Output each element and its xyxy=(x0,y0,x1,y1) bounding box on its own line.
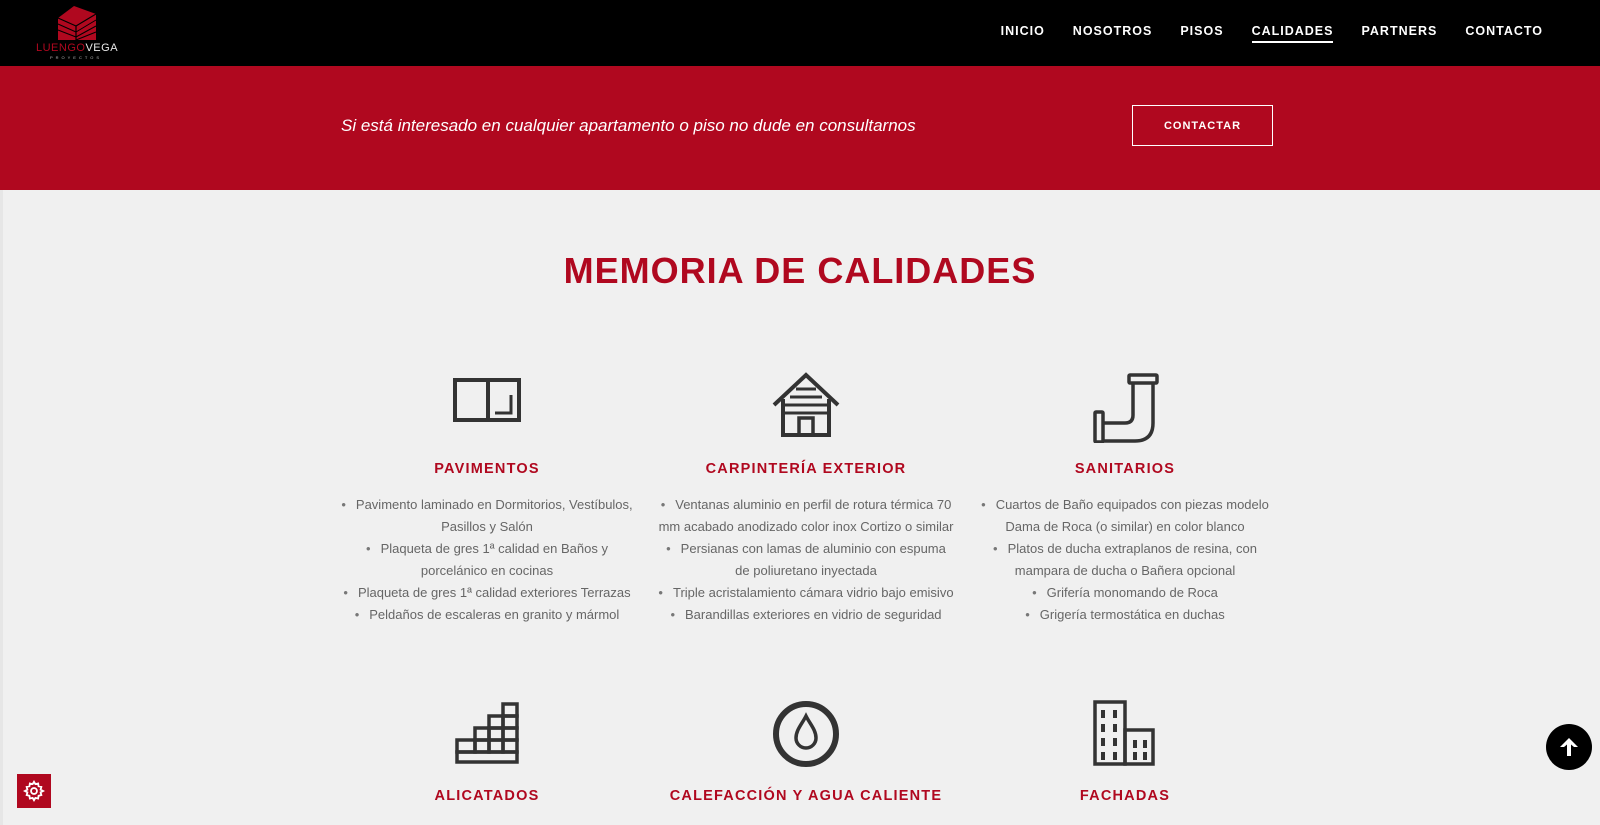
section-title: MEMORIA DE CALIDADES xyxy=(563,250,1037,291)
list-item: • Ventanas aluminio en perfil de rotura térmica 70 xyxy=(656,494,956,516)
feature-list xyxy=(975,494,1275,626)
contactar-button[interactable]: CONTACTAR xyxy=(1132,105,1273,146)
list-item: • Peldaños de escaleras en granito y mármol xyxy=(337,604,637,626)
feature-carpinteria xyxy=(656,371,956,626)
list-item-cont: de poliuretano inyectada xyxy=(735,563,877,578)
feature-title: PAVIMENTOS xyxy=(434,461,540,477)
floor-icon xyxy=(451,371,523,443)
feature-pavimentos xyxy=(337,371,637,626)
nav-calidades[interactable]: CALIDADES xyxy=(1252,24,1334,43)
cookie-settings-button[interactable] xyxy=(17,774,51,808)
logo-text: LUENGOVEGA xyxy=(36,42,119,54)
list-item: • Triple acristalamiento cámara vidrio bajo emisivo xyxy=(656,582,956,604)
list-item-cont: mampara de ducha o Bañera opcional xyxy=(1014,563,1236,578)
nav-inicio[interactable]: INICIO xyxy=(1000,24,1045,38)
feature-title: ALICATADOS xyxy=(434,788,540,804)
feature-title: SANITARIOS xyxy=(1074,461,1176,477)
logo[interactable] xyxy=(36,4,119,62)
water-drop-icon xyxy=(770,698,842,770)
list-item-cont: porcelánico en cocinas xyxy=(420,563,554,578)
list-item: • Cuartos de Baño equipados con piezas modelo xyxy=(975,494,1275,516)
feature-list xyxy=(656,494,956,626)
bricks-icon xyxy=(451,698,523,770)
banner-text: Si está interesado en cualquier apartamento o piso no dude en consultarnos xyxy=(341,116,916,135)
nav-nosotros[interactable]: NOSOTROS xyxy=(1072,24,1153,38)
feature-calefaccion xyxy=(656,698,956,804)
list-item: • Barandillas exteriores en vidrio de seguridad xyxy=(656,604,956,626)
logo-subtitle: PROYECTOS xyxy=(49,55,103,60)
feature-title: FACHADAS xyxy=(1079,788,1171,804)
nav-contacto[interactable]: CONTACTO xyxy=(1465,24,1543,38)
arrow-up-icon xyxy=(1557,735,1581,759)
feature-sanitarios xyxy=(975,371,1275,626)
list-item: • Plaqueta de gres 1ª calidad en Baños y xyxy=(337,538,637,560)
list-item: • Persianas con lamas de aluminio con espuma xyxy=(656,538,956,560)
logo-building-icon xyxy=(36,4,116,44)
buildings-icon xyxy=(1089,698,1161,770)
scroll-to-top-button[interactable] xyxy=(1546,724,1592,770)
list-item: • Grigería termostática en duchas xyxy=(975,604,1275,626)
house-icon xyxy=(770,371,842,443)
pipe-icon xyxy=(1089,371,1161,443)
list-item: • Grifería monomando de Roca xyxy=(975,582,1275,604)
list-item: • Pavimento laminado en Dormitorios, Vestíbulos, xyxy=(337,494,637,516)
list-item-cont: Dama de Roca (o similar) en color blanco xyxy=(1005,519,1245,534)
feature-title: CARPINTERÍA EXTERIOR xyxy=(705,461,907,477)
nav-partners[interactable]: PARTNERS xyxy=(1361,24,1438,38)
site-header xyxy=(0,0,1600,66)
feature-alicatados xyxy=(337,698,637,804)
nav-pisos[interactable]: PISOS xyxy=(1180,24,1224,38)
list-item: • Plaqueta de gres 1ª calidad exteriores Terrazas xyxy=(337,582,637,604)
gear-icon xyxy=(23,780,45,802)
list-item-cont: mm acabado anodizado color inox Cortizo o similar xyxy=(658,519,954,534)
contact-banner xyxy=(0,66,1600,190)
feature-title: CALEFACCIÓN Y AGUA CALIENTE xyxy=(669,788,943,804)
list-item-cont: Pasillos y Salón xyxy=(441,519,533,534)
list-item: • Platos de ducha extraplanos de resina, con xyxy=(975,538,1275,560)
main-nav xyxy=(973,24,1543,43)
feature-list xyxy=(337,494,637,626)
feature-fachadas xyxy=(975,698,1275,804)
